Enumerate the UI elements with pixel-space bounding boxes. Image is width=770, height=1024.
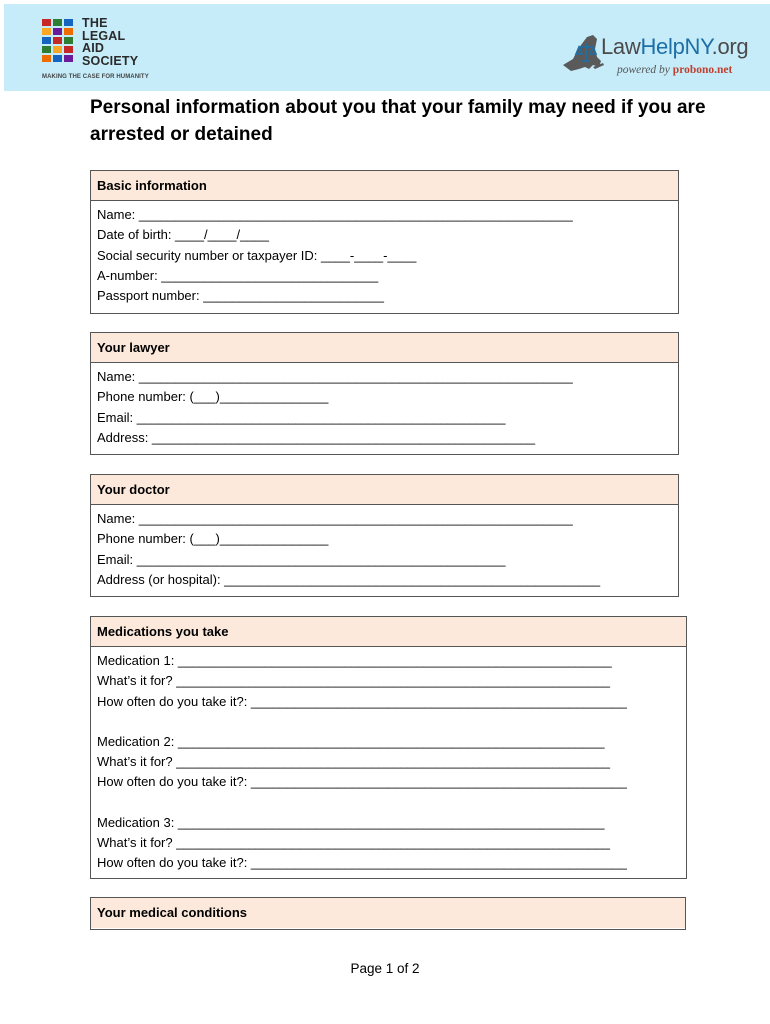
- medication-2-purpose-field[interactable]: What’s it for? ____________________________________________________________: [97, 754, 611, 770]
- lawyer-phone-field[interactable]: Phone number: (___)_______________: [97, 389, 329, 405]
- doctor-phone-field[interactable]: Phone number: (___)_______________: [97, 531, 329, 547]
- medication-3-frequency-field[interactable]: How often do you take it?: ____________________________________________________: [97, 855, 627, 871]
- section-your-lawyer: [90, 332, 679, 455]
- medication-2-field[interactable]: Medication 2: ___________________________________________________________: [97, 733, 605, 749]
- powered-by-probono: powered by probono.net: [617, 64, 733, 76]
- legal-aid-society-tagline: MAKING THE CASE FOR HUMANITY: [42, 74, 149, 80]
- page-title: Personal information about you that your family may need if you are arrested or detained: [90, 97, 706, 145]
- doctor-email-field[interactable]: Email: ___________________________________________________: [97, 551, 506, 567]
- header-banner: [4, 4, 770, 91]
- name-field[interactable]: Name: ____________________________________________________________: [97, 207, 573, 222]
- section-medical-conditions: [90, 897, 686, 930]
- section-your-doctor: [90, 474, 679, 597]
- legal-aid-society-wordmark: THE LEGAL AID SOCIETY: [82, 16, 139, 68]
- section-medications: [90, 616, 687, 879]
- lawhelpny-wordmark: LawHelpNY.org: [601, 34, 749, 59]
- section-heading: Medications you take: [91, 617, 686, 647]
- a-number-field[interactable]: A-number: ______________________________: [97, 267, 379, 283]
- new-york-state-map-icon: [559, 31, 605, 75]
- medication-1-field[interactable]: Medication 1: ____________________________________________________________: [97, 653, 612, 668]
- section-heading: Your doctor: [91, 475, 678, 505]
- section-heading: Your medical conditions: [91, 898, 685, 928]
- legal-aid-society-logo: [39, 14, 179, 89]
- passport-number-field[interactable]: Passport number: _________________________: [97, 288, 384, 304]
- page-number: Page 1 of 2: [350, 961, 420, 976]
- doctor-name-field[interactable]: Name: ____________________________________________________________: [97, 511, 573, 526]
- medication-3-purpose-field[interactable]: What’s it for? ____________________________________________________________: [97, 835, 611, 851]
- section-heading: Your lawyer: [91, 333, 678, 363]
- section-heading: Basic information: [91, 171, 678, 201]
- medication-1-purpose-field[interactable]: What’s it for? ____________________________________________________________: [97, 673, 611, 689]
- lawyer-address-field[interactable]: Address: _____________________________________________________: [97, 429, 536, 445]
- section-basic-information: [90, 170, 679, 314]
- ssn-field[interactable]: Social security number or taxpayer ID: ____-____-____: [97, 247, 417, 263]
- date-of-birth-field[interactable]: Date of birth: ____/____/____: [97, 227, 270, 243]
- doctor-address-field[interactable]: Address (or hospital): ____________________________________________________: [97, 571, 601, 587]
- medication-2-frequency-field[interactable]: How often do you take it?: ____________________________________________________: [97, 774, 627, 790]
- lawhelpny-logo: [559, 29, 769, 84]
- lawyer-email-field[interactable]: Email: ___________________________________________________: [97, 409, 506, 425]
- legal-aid-society-mosaic-icon: [42, 19, 76, 65]
- medication-1-frequency-field[interactable]: How often do you take it?: ____________________________________________________: [97, 693, 627, 709]
- lawyer-name-field[interactable]: Name: ____________________________________________________________: [97, 369, 573, 384]
- medication-3-field[interactable]: Medication 3: ___________________________________________________________: [97, 814, 605, 830]
